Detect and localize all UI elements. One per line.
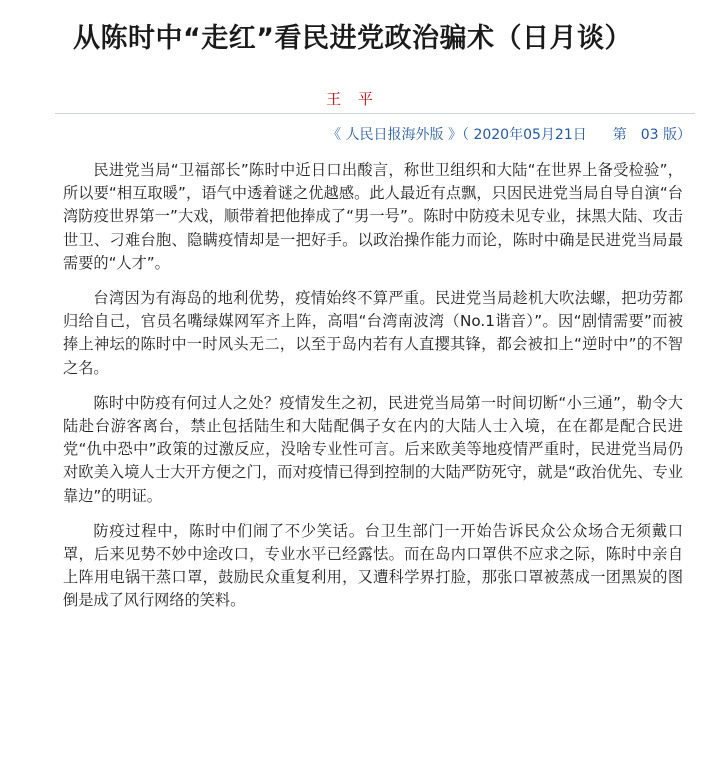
paragraph: 台湾因为有海岛的地利优势，疫情始终不算严重。民进党当局趁机大吹法螺，把功劳都归给自己，官员名嘴绿媒网军齐上阵，高唱“台湾南波湾（No.1谐音）”。因“剧情需要”而被捧上神坛的陈时中一时风头无二，以至于岛内若有人直撄其锋，都会被扣上“逆时中”的不智之名。: [63, 289, 683, 377]
source-publication[interactable]: 《 人民日报海外版 》: [327, 127, 463, 143]
paragraph: 陈时中防疫有何过人之处？疫情发生之初，民进党当局第一时间切断“小三通”，勒令大陆赴台游客离台，禁止包括陆生和大陆配偶子女在内的大陆人士入境，在在都是配合民进党“仇中恐中”政策的过激反应，没啥专业性可言。后来欧美等地疫情严重时，民进党当局仍对欧美入境人士大开方便之门，而对疫情已得到控制的大陆严防死守，就是“政治优先、专业靠边”的明证。: [63, 393, 683, 505]
article-title: 从陈时中“走红”看民进党政治骗术（日月谈）: [73, 23, 632, 54]
article-source-line: [327, 124, 691, 144]
source-date: （ 2020年05月21日: [462, 127, 587, 143]
article-body: [63, 159, 683, 625]
paragraph: 防疫过程中，陈时中们闹了不少笑话。台卫生部门一开始告诉民众公众场合无须戴口罩，后来见势不妙中途改口，专业水平已经露怯。而在岛内口罩供不应求之际，陈时中亲自上阵用电锅干蒸口罩，鼓励民众重复利用，又遭科学界打脸，那张口罩被蒸成一团黑炭的图倒是成了风行网络的笑料。: [63, 521, 683, 610]
paragraph: 民进党当局“卫福部长”陈时中近日口出酸言，称世卫组织和大陆“在世界上备受检验”，所以要“相互取暖”，语气中透着谜之优越感。此人最近有点飘，只因民进党当局自导自演“台湾防疫世界第一”大戏，顺带着把他捧成了“男一号”。陈时中防疫未见专业，抹黑大陆、攻击世卫、刁难台胞、隐瞒疫情却是一把好手。以政治操作能力而论，陈时中确是民进党当局最需要的“人才”。: [63, 161, 683, 272]
article-author: 王 平: [326, 90, 379, 108]
source-page: 第 03 版）: [612, 127, 691, 143]
header-divider: [55, 113, 695, 114]
